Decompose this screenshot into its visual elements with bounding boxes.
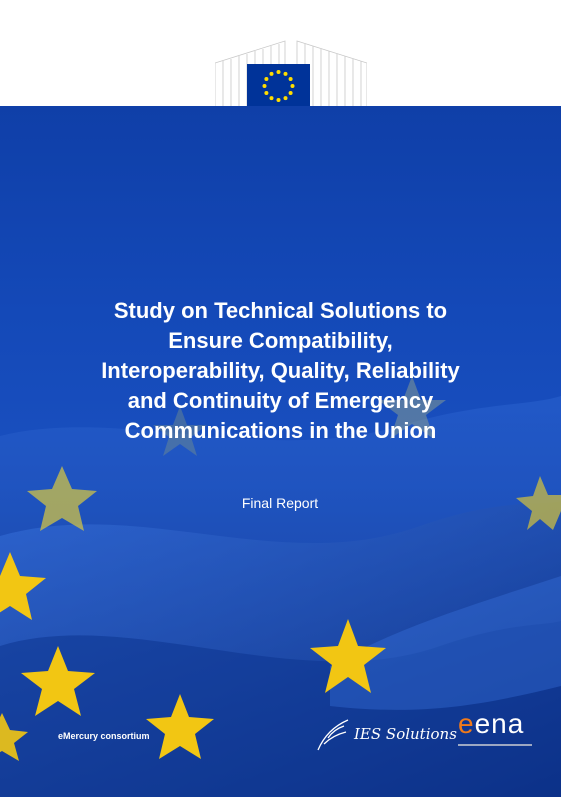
- title-line-3: Interoperability, Quality, Reliability: [101, 358, 460, 383]
- title-line-5: Communications in the Union: [124, 418, 437, 443]
- title-line-2: Ensure Compatibility,: [168, 328, 393, 353]
- title-line-1: Study on Technical Solutions to: [113, 298, 448, 323]
- eena-tagline-strip: [458, 744, 532, 746]
- cover-background: [0, 106, 561, 797]
- eu-flag-waves-image: [0, 106, 561, 797]
- consortium-label: eMercury consortium: [58, 731, 150, 741]
- eu-flag-icon: [247, 64, 310, 108]
- eena-logo: [458, 708, 524, 740]
- report-subtitle: Final Report: [241, 495, 319, 511]
- ies-solutions-logo: IES Solutions: [354, 725, 457, 743]
- report-title: [40, 296, 521, 446]
- eena-logo-e: e: [458, 708, 475, 739]
- eena-logo-rest: ena: [474, 708, 525, 739]
- title-line-4: and Continuity of Emergency: [127, 388, 434, 413]
